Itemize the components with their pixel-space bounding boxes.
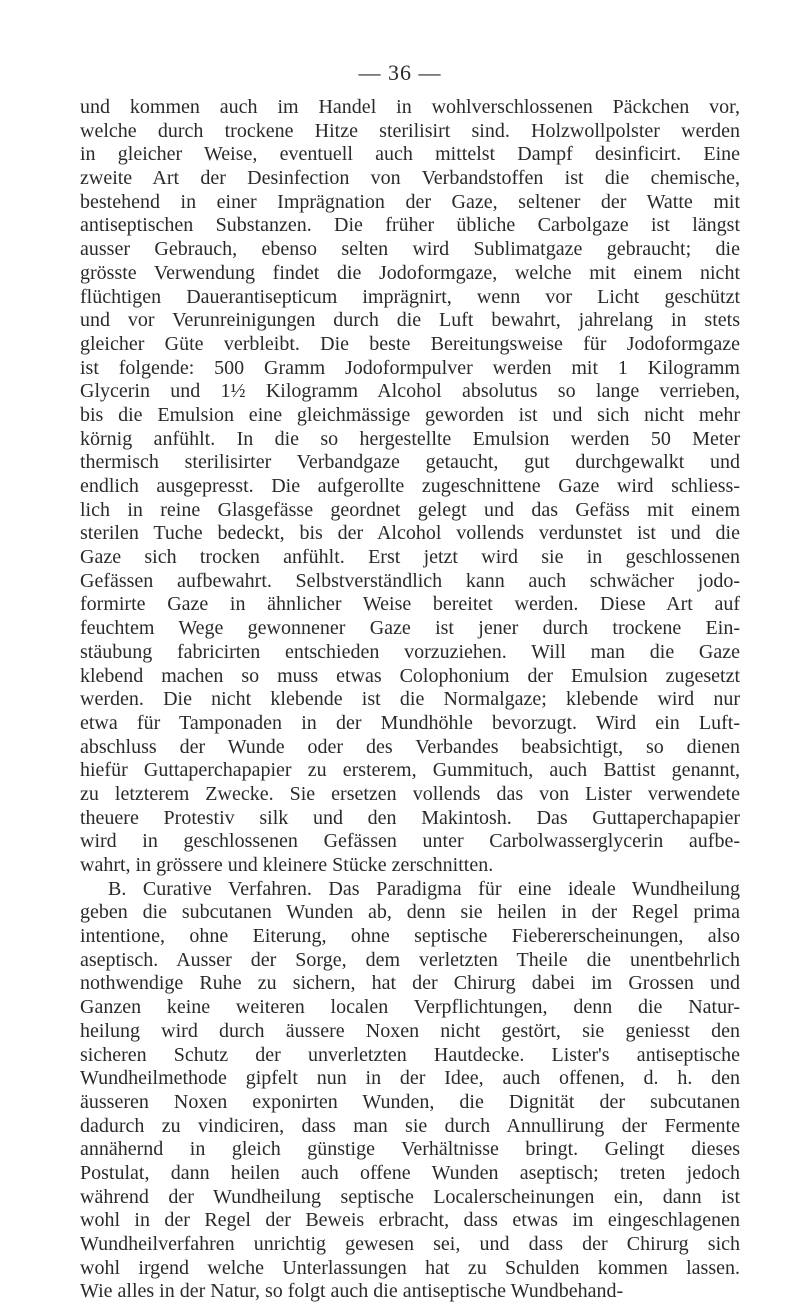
text-line: äusseren Noxen exponirten Wunden, die Dignität der subcutanen [80,1090,740,1113]
text-line: nothwendige Ruhe zu sichern, hat der Chirurg dabei im Grossen und [80,972,740,995]
text-line: welche durch trockene Hitze sterilisirt sind. Holzwollpolster werden [80,119,740,142]
text-line: Ganzen keine weiteren localen Verpflichtungen, denn die Natur- [80,996,740,1019]
text-line: und vor Verunreinigungen durch die Luft bewahrt, jahrelang in stets [80,309,740,332]
page-number: — 36 — [358,60,442,85]
text-line: endlich ausgepresst. Die aufgerollte zugeschnittene Gaze wird schliess- [80,475,740,497]
text-line: bestehend in einer Imprägnation der Gaze, seltener der Watte mit [80,190,740,213]
text-line: wohl irgend welche Unterlassungen hat zu Schulden kommen lassen. [80,1256,740,1279]
text-line: in gleicher Weise, eventuell auch mittelst Dampf desinficirt. Eine [80,143,740,166]
text-line: thermisch sterilisirter Verbandgaze getaucht, gut durchgewalkt und [80,451,740,474]
text-line: sicheren Schutz der unverletzten Hautdecke. Lister's antiseptische [80,1043,740,1066]
text-line: heilung wird durch äussere Noxen nicht gestört, sie geniesst den [80,1019,740,1042]
text-line: Wundheilmethode gipfelt nun in der Idee, auch offenen, d. h. den [80,1067,740,1090]
text-line: wohl in der Regel der Beweis erbracht, dass etwas im eingeschlagenen [80,1209,740,1232]
text-line: wahrt, in grössere und kleinere Stücke zerschnitten. [80,854,494,876]
text-line: zu letzterem Zwecke. Sie ersetzen vollends das von Lister verwendete [80,782,740,805]
text-line: geben die subcutanen Wunden ab, denn sie heilen in der Regel prima [80,901,740,924]
text-line: etwa für Tamponaden in der Mundhöhle bevorzugt. Wird ein Luft- [80,711,740,734]
text-line: und kommen auch im Handel in wohlverschlossenen Päckchen vor, [80,96,740,118]
text-line: wird in geschlossenen Gefässen unter Carbolwasserglycerin aufbe- [80,830,740,853]
text-line: feuchtem Wege gewonnener Gaze ist jener durch trockene Ein- [80,617,740,640]
text-line: ausser Gebrauch, ebenso selten wird Sublimatgaze gebraucht; die [80,238,740,261]
text-line: sterilen Tuche bedeckt, bis der Alcohol vollends verdunstet ist und die [80,522,740,545]
text-line: werden. Die nicht klebende ist die Normalgaze; klebende wird nur [80,688,740,711]
body-text [80,96,740,1304]
text-line: grösste Verwendung findet die Jodoformgaze, welche mit einem nicht [80,261,740,284]
text-line: Postulat, dann heilen auch offene Wunden aseptisch; treten jedoch [80,1161,740,1184]
text-line: formirte Gaze in ähnlicher Weise bereitet werden. Diese Art auf [80,593,740,616]
text-line: antiseptischen Substanzen. Die früher übliche Carbolgaze ist längst [80,214,740,237]
text-line: hiefür Guttaperchapapier zu ersterem, Gummituch, auch Battist genannt, [80,759,740,782]
text-line: annähernd in gleich günstige Verhältnisse bringt. Gelingt dieses [80,1138,740,1161]
text-line: klebend machen so muss etwas Colophonium der Emulsion zugesetzt [80,664,740,687]
text-line: Glycerin und 1½ Kilogramm Alcohol absolutus so lange verrieben, [80,380,740,403]
text-line: Gefässen aufbewahrt. Selbstverständlich kann auch schwächer jodo- [80,569,740,592]
text-line: lich in reine Glasgefässe geordnet gelegt und das Gefäss mit einem [80,498,740,521]
text-line: B. Curative Verfahren. Das Paradigma für eine ideale Wundheilung [108,877,740,900]
text-line: Wie alles in der Natur, so folgt auch die antiseptische Wundbehand- [80,1280,624,1303]
text-line: Gaze sich trocken anfühlt. Erst jetzt wird sie in geschlossenen [80,546,740,569]
text-line: stäubung fabricirten entschieden vorzuziehen. Will man die Gaze [80,640,740,663]
text-line: theuere Protestiv silk und den Makintosh. Das Guttaperchapapier [80,806,740,829]
text-line: flüchtigen Dauerantisepticum imprägnirt, wenn vor Licht geschützt [80,285,740,308]
text-line: bis die Emulsion eine gleichmässige geworden ist und sich nicht mehr [80,403,740,426]
text-line: abschluss der Wunde oder des Verbandes beabsichtigt, so dienen [80,735,740,758]
text-line: Wundheilverfahren unrichtig gewesen sei, und dass der Chirurg sich [80,1233,740,1255]
text-line: körnig anfühlt. In die so hergestellte Emulsion werden 50 Meter [80,427,740,450]
text-line: ist folgende: 500 Gramm Jodoformpulver werden mit 1 Kilogramm [80,356,740,379]
text-line: gleicher Güte verbleibt. Die beste Bereitungsweise für Jodoformgaze [80,332,740,355]
text-line: während der Wundheilung septische Localerscheinungen ein, dann ist [80,1185,740,1208]
text-line: intentione, ohne Eiterung, ohne septische Fiebererscheinungen, also [80,925,740,948]
text-line: dadurch zu vindiciren, dass man sie durch Annullirung der Fermente [80,1114,740,1137]
text-line: zweite Art der Desinfection von Verbandstoffen ist die chemische, [80,167,740,190]
text-line: aseptisch. Ausser der Sorge, dem verletzten Theile die unentbehrlich [80,948,740,971]
